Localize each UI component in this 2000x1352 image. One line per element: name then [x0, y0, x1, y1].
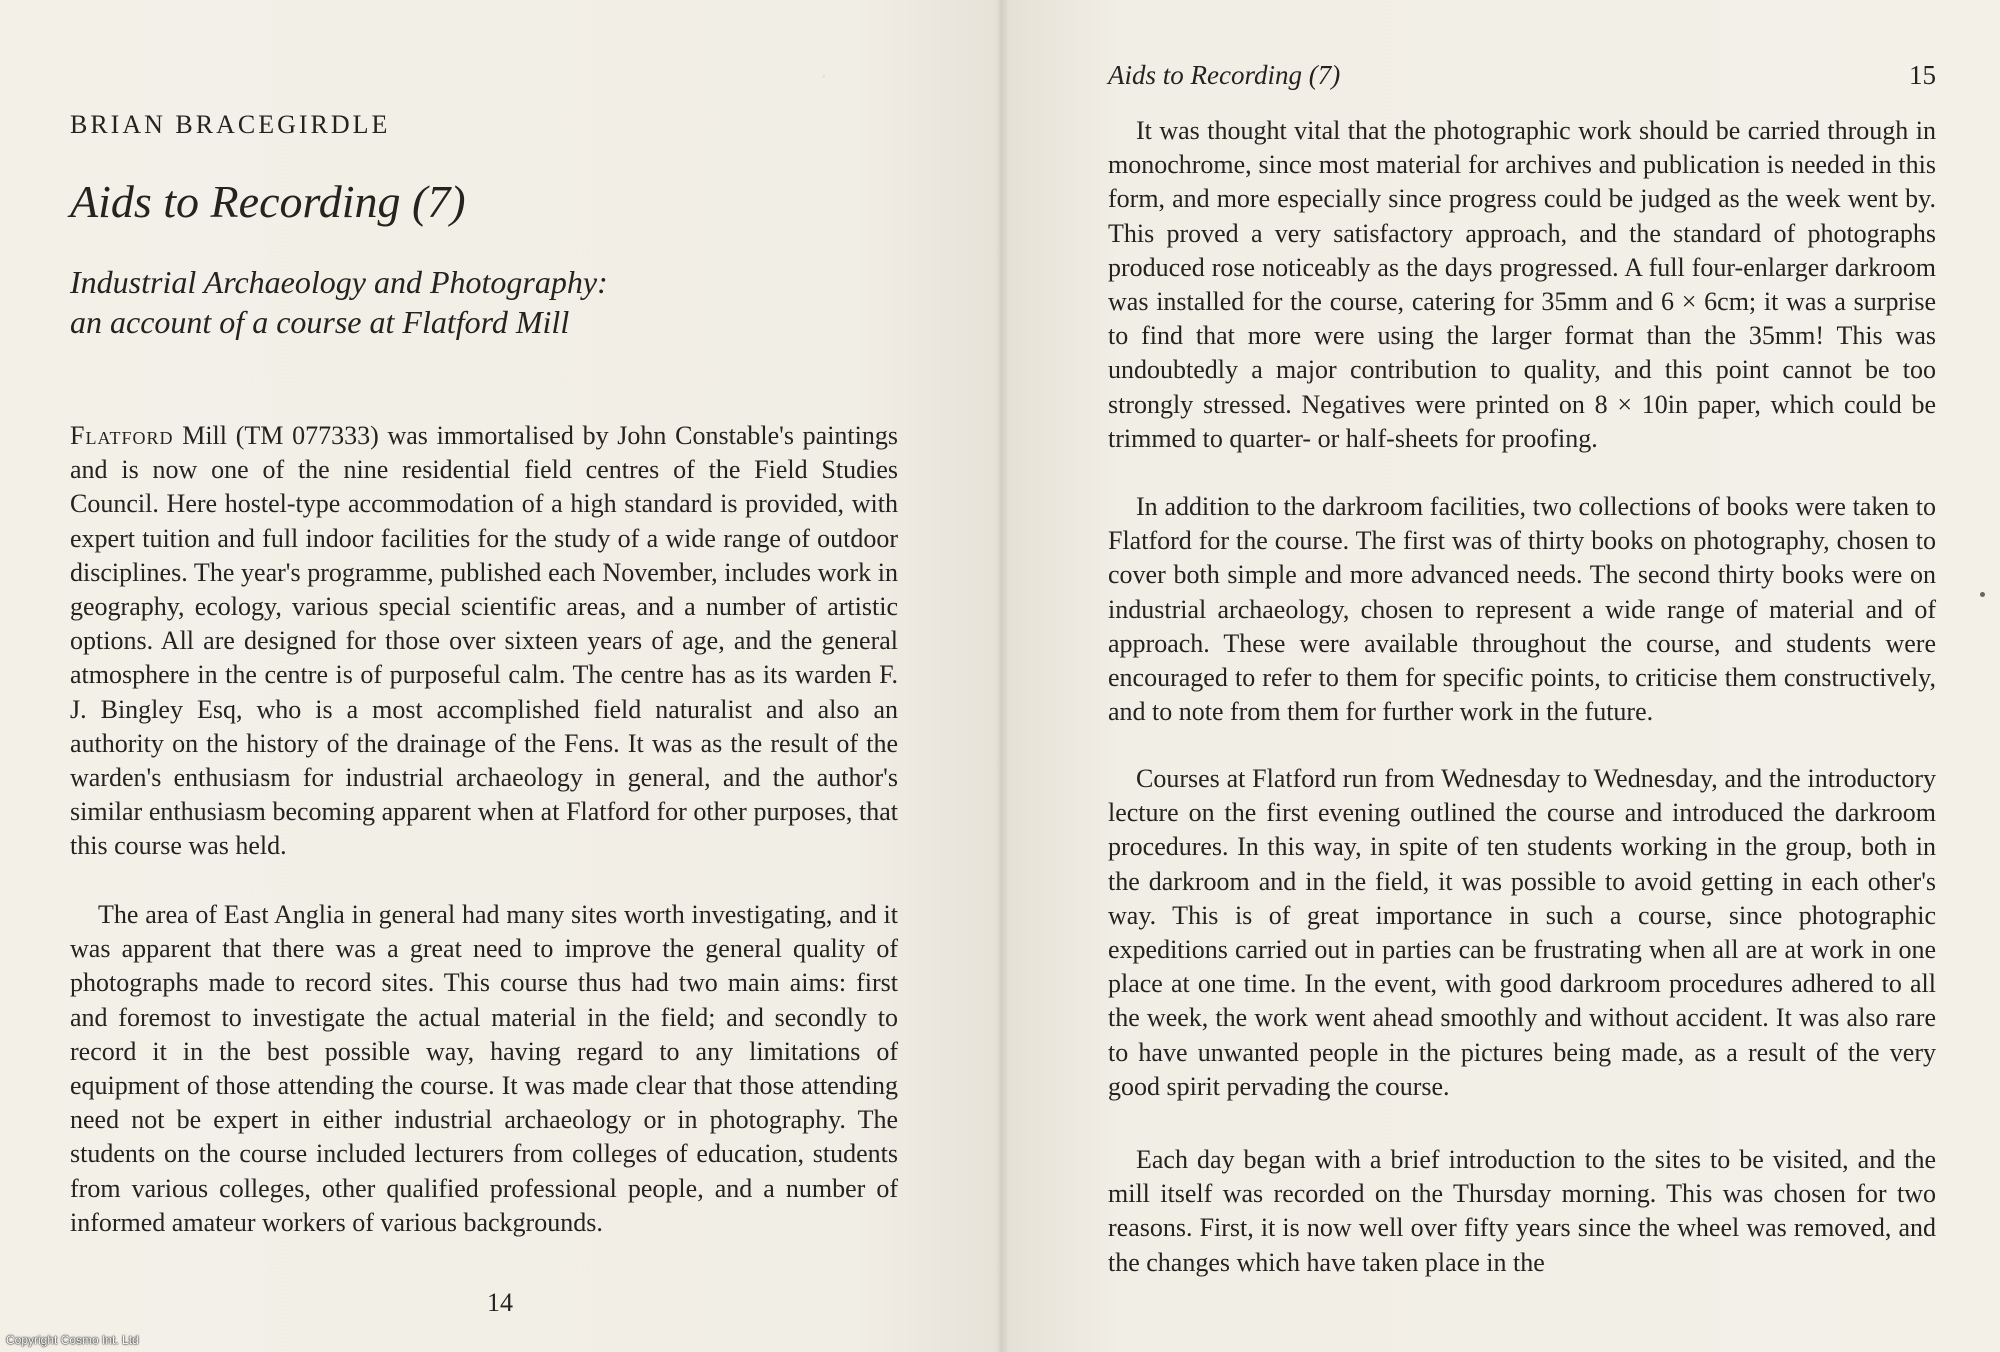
- page-number-left: 14: [487, 1288, 513, 1317]
- body-paragraph: In addition to the darkroom facilities, two collections of books were taken to Flatford for the course. The first was of thirty books on photography, chosen to cover both simple and more advanced needs. The second thirty books were on industrial archaeology, chosen to represent a wide range of material and of approach. These were available throughout the course, and students were encouraged to refer to them for specific points, to criticise them constructively, and to note from them for further work in the future.: [1108, 492, 1936, 727]
- paper-speck: [1980, 592, 1985, 597]
- body-paragraph: Each day began with a brief introduction to the sites to be visited, and the mill itself was recorded on the Thursday morning. This was chosen for two reasons. First, it is now well over fifty years since the wheel was removed, and the changes which have taken place in the: [1108, 1145, 1936, 1277]
- article-title: Aids to Recording (7): [70, 176, 466, 227]
- body-paragraph: [70, 419, 898, 864]
- running-head: Aids to Recording (7): [1108, 60, 1341, 90]
- subtitle-line-1: Industrial Archaeology and Photography:: [70, 264, 608, 300]
- author-name: BRIAN BRACEGIRDLE: [70, 110, 391, 139]
- lead-word: Flatford: [70, 421, 174, 450]
- copyright-watermark: Copyright Cosmo Int. Ltd: [6, 1333, 139, 1347]
- body-paragraph: It was thought vital that the photographic work should be carried through in monochrome, since most material for archives and publication is needed in this form, and more especially since progress could be judged as the week went by. This proved a very satisfactory approach, and the standard of photographs produced rose noticeably as the days progressed. A full four-enlarger darkroom was installed for the course, catering for 35mm and 6 × 6cm; it was a surprise to find that more were using the larger format than the 35mm! This was undoubtedly a major contribution to quality, and this point cannot be too strongly stressed. Negatives were printed on 8 × 10in paper, which could be trimmed to quarter- or half-sheets for proofing.: [1108, 116, 1936, 453]
- body-paragraph: Courses at Flatford run from Wednesday to Wednesday, and the introductory lecture on the first evening outlined the course and introduced the darkroom procedures. In this way, in spite of ten students working in the group, both in the darkroom and in the field, it was possible to avoid getting in each other's way. This is of great importance in such a course, since photographic expeditions carried out in parties can be frustrating when all are at work in one place at one time. In the event, with good darkroom procedures adhered to all the week, the work went ahead smoothly and without accident. It was also rare to have unwanted people in the pictures being made, as a result of the very good spirit pervading the course.: [1108, 764, 1936, 1101]
- subtitle-line-2: an account of a course at Flatford Mill: [70, 304, 570, 340]
- page-number-right: 15: [1909, 60, 1936, 90]
- body-paragraph: The area of East Anglia in general had many sites worth investigating, and it was apparent that there was a great need to improve the general quality of photographs made to record sites. This course thus had two main aims: first and foremost to investigate the actual material in the field; and secondly to record it in the best possible way, having regard to any limitations of equipment of those attending the course. It was made clear that those attending need not be expert in either industrial archaeology or in photography. The students on the course included lecturers from colleges of education, students from various colleges, other qualified professional people, and a number of informed amateur workers of various backgrounds.: [70, 900, 898, 1237]
- book-gutter: [995, 0, 1009, 1352]
- show-through-text: ·: [820, 62, 827, 91]
- article-subtitle: [70, 262, 608, 342]
- paragraph-text: Mill (TM 077333) was immortalised by John Constable's paintings and is now one of the nine residential field centres of the Field Studies Council. Here hostel-type accommodation of a high standard is provided, with expert tuition and full indoor facilities for the study of a wide range of outdoor disciplines. The year's programme, published each November, includes work in geography, ecology, various special scientific areas, and a number of artistic options. All are designed for those over sixteen years of age, and the general atmosphere in the centre is of purposeful calm. The centre has as its warden F. J. Bingley Esq, who is a most accomplished field naturalist and also an authority on the history of the drainage of the Fens. It was as the result of the warden's enthusiasm for industrial archaeology in general, and the author's similar enthusiasm becoming apparent when at Flatford for other purposes, that this course was held.: [70, 421, 898, 861]
